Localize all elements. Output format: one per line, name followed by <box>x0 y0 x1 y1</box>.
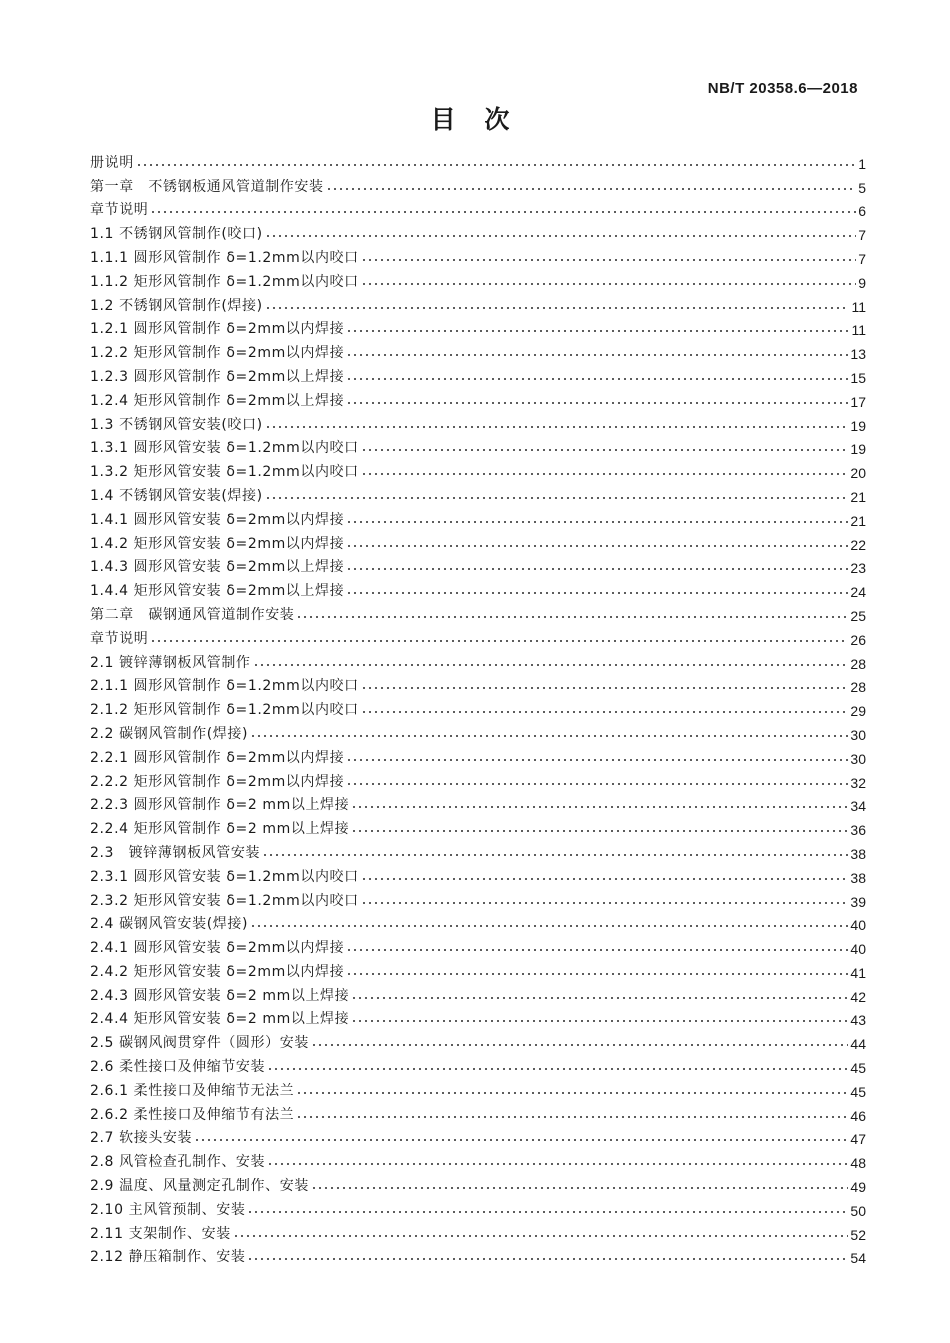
toc-entry[interactable] <box>90 362 866 386</box>
dot-leader <box>326 187 857 191</box>
dot-leader <box>346 401 848 405</box>
toc-entry-title: 2.6.2 柔性接口及伸缩节有法兰 <box>90 1106 295 1123</box>
dot-leader <box>346 758 848 762</box>
toc-entry[interactable] <box>90 814 866 838</box>
toc-entry[interactable] <box>90 196 866 220</box>
toc-page-number: 52 <box>850 1226 866 1243</box>
toc-entry[interactable] <box>90 743 866 767</box>
toc-page-number: 45 <box>850 1060 866 1077</box>
dot-leader <box>346 567 848 571</box>
toc-entry[interactable] <box>90 386 866 410</box>
dot-leader <box>265 496 849 500</box>
toc-entry[interactable] <box>90 1124 866 1148</box>
toc-page-number: 9 <box>858 274 866 291</box>
toc-page-number: 43 <box>850 1012 866 1029</box>
toc-page-number: 1 <box>858 155 866 172</box>
toc-entry[interactable] <box>90 957 866 981</box>
toc-entry-title: 第一章 不锈钢板通风管道制作安装 <box>90 178 324 195</box>
dot-leader <box>253 663 849 667</box>
toc-entry-title: 2.4 碳钢风管安装(焊接) <box>90 916 249 933</box>
toc-entry-title: 2.2.4 矩形风管制作 δ=2 mm以上焊接 <box>90 821 350 838</box>
dot-leader <box>351 1019 848 1023</box>
toc-entry[interactable] <box>90 1028 866 1052</box>
toc-page-number: 38 <box>850 845 866 862</box>
toc-page-number: 50 <box>850 1202 866 1219</box>
toc-entry[interactable] <box>90 910 866 934</box>
toc-page-number: 20 <box>850 465 866 482</box>
toc-entry[interactable] <box>90 434 866 458</box>
toc-entry[interactable] <box>90 267 866 291</box>
toc-page-number: 11 <box>851 298 866 315</box>
toc-entry-title: 1.3.2 矩形风管安装 δ=1.2mm以内咬口 <box>90 464 359 481</box>
toc-entry[interactable] <box>90 291 866 315</box>
toc-entry-title: 册说明 <box>90 154 134 171</box>
toc-entry-title: 2.12 静压箱制作、安装 <box>90 1249 246 1266</box>
dot-leader <box>346 329 849 333</box>
toc-entry[interactable] <box>90 457 866 481</box>
toc-entry-title: 1.4.3 圆形风管安装 δ=2mm以上焊接 <box>90 559 345 576</box>
toc-page-number: 49 <box>850 1179 866 1196</box>
toc-entry[interactable] <box>90 719 866 743</box>
toc-entry[interactable] <box>90 791 866 815</box>
toc-page-number: 24 <box>850 584 866 601</box>
toc-entry[interactable] <box>90 410 866 434</box>
toc-page-number: 5 <box>858 179 866 196</box>
dot-leader <box>361 282 856 286</box>
toc-entry[interactable] <box>90 219 866 243</box>
toc-entry-title: 1.4.1 圆形风管安装 δ=2mm以内焊接 <box>90 511 345 528</box>
toc-entry-title: 2.2.1 圆形风管制作 δ=2mm以内焊接 <box>90 749 345 766</box>
dot-leader <box>361 877 849 881</box>
dot-leader <box>265 425 849 429</box>
toc-page-number: 34 <box>850 798 866 815</box>
toc-page-number: 23 <box>850 560 866 577</box>
toc-page-number: 15 <box>850 369 866 386</box>
toc-entry-title: 2.9 温度、风量测定孔制作、安装 <box>90 1178 309 1195</box>
toc-entry-title: 1.1.1 圆形风管制作 δ=1.2mm以内咬口 <box>90 249 359 266</box>
dot-leader <box>250 734 848 738</box>
toc-entry-title: 1.2 不锈钢风管制作(焊接) <box>90 297 263 314</box>
dot-leader <box>351 829 848 833</box>
toc-entry-title: 2.4.2 矩形风管安装 δ=2mm以内焊接 <box>90 963 345 980</box>
dot-leader <box>351 805 848 809</box>
toc-entry-title: 2.4.1 圆形风管安装 δ=2mm以内焊接 <box>90 940 345 957</box>
toc-entry-title: 1.2.4 矩形风管制作 δ=2mm以上焊接 <box>90 392 345 409</box>
toc-entry-title: 1.4.2 矩形风管安装 δ=2mm以内焊接 <box>90 535 345 552</box>
toc-page-number: 45 <box>850 1083 866 1100</box>
toc-entry-title: 2.1.1 圆形风管制作 δ=1.2mm以内咬口 <box>90 678 359 695</box>
dot-leader <box>346 591 848 595</box>
toc-entry[interactable] <box>90 648 866 672</box>
toc-entry-title: 1.1.2 矩形风管制作 δ=1.2mm以内咬口 <box>90 273 359 290</box>
dot-leader <box>311 1043 849 1047</box>
toc-page-number: 46 <box>850 1107 866 1124</box>
dot-leader <box>346 377 848 381</box>
toc-entry[interactable] <box>90 529 866 553</box>
dot-leader <box>150 210 856 214</box>
toc-entry[interactable] <box>90 243 866 267</box>
dot-leader <box>194 1138 848 1142</box>
dot-leader <box>150 639 848 643</box>
dot-leader <box>296 1091 848 1095</box>
toc-entry-title: 2.11 支架制作、安装 <box>90 1225 231 1242</box>
toc-page-number: 6 <box>858 203 866 220</box>
dot-leader <box>361 901 849 905</box>
toc-entry[interactable] <box>90 481 866 505</box>
toc-entry[interactable] <box>90 862 866 886</box>
toc-entry[interactable] <box>90 672 866 696</box>
toc-entry-title: 2.3.1 圆形风管安装 δ=1.2mm以内咬口 <box>90 868 359 885</box>
dot-leader <box>346 544 848 548</box>
toc-entry[interactable] <box>90 576 866 600</box>
toc-entry[interactable] <box>90 695 866 719</box>
toc-page-number: 19 <box>850 441 866 458</box>
toc-entry-title: 2.8 风管检查孔制作、安装 <box>90 1154 266 1171</box>
toc-entry[interactable] <box>90 886 866 910</box>
standard-code: NB/T 20358.6—2018 <box>707 80 858 97</box>
toc-page-number: 7 <box>858 227 866 244</box>
dot-leader <box>250 924 848 928</box>
toc-entry[interactable] <box>90 1076 866 1100</box>
toc-entry-title: 2.7 软接头安装 <box>90 1130 193 1147</box>
dot-leader <box>346 520 848 524</box>
toc-entry-title: 2.3 镀锌薄钢板风管安装 <box>90 844 261 861</box>
dot-leader <box>361 686 849 690</box>
toc-page-number: 42 <box>850 988 866 1005</box>
toc-entry[interactable] <box>90 624 866 648</box>
toc-entry[interactable] <box>90 1219 866 1243</box>
dot-leader <box>265 306 850 310</box>
toc-entry[interactable] <box>90 553 866 577</box>
toc-page-number: 26 <box>850 631 866 648</box>
dot-leader <box>361 448 849 452</box>
toc-entry[interactable] <box>90 315 866 339</box>
toc-entry-title: 2.1.2 矩形风管制作 δ=1.2mm以内咬口 <box>90 702 359 719</box>
dot-leader <box>267 1067 848 1071</box>
toc-entry-title: 第二章 碳钢通风管道制作安装 <box>90 606 295 623</box>
toc-entry-title: 2.2.3 圆形风管制作 δ=2 mm以上焊接 <box>90 797 350 814</box>
toc-entry-title: 1.1 不锈钢风管制作(咬口) <box>90 226 263 243</box>
dot-leader <box>267 1162 848 1166</box>
toc-entry[interactable] <box>90 1147 866 1171</box>
toc-entry[interactable] <box>90 148 866 172</box>
page-title: 目 次 <box>430 105 520 134</box>
toc-entry[interactable] <box>90 172 866 196</box>
toc-page-number: 30 <box>850 750 866 767</box>
toc-page-number: 29 <box>850 703 866 720</box>
toc-page-number: 19 <box>850 417 866 434</box>
dot-leader <box>296 1115 848 1119</box>
toc-page-number: 40 <box>850 917 866 934</box>
dot-leader <box>361 258 856 262</box>
toc-entry-title: 1.3 不锈钢风管安装(咬口) <box>90 416 263 433</box>
toc-page-number: 28 <box>850 679 866 696</box>
toc-page-number: 13 <box>850 346 866 363</box>
dot-leader <box>346 972 848 976</box>
dot-leader <box>361 472 849 476</box>
toc-entry-title: 章节说明 <box>90 202 149 219</box>
toc-page-number: 40 <box>850 941 866 958</box>
toc-page-number: 54 <box>850 1250 866 1267</box>
toc-page-number: 21 <box>850 488 866 505</box>
toc-entry-title: 1.2.1 圆形风管制作 δ=2mm以内焊接 <box>90 321 345 338</box>
toc-page-number: 30 <box>850 726 866 743</box>
toc-page-number: 11 <box>851 322 866 339</box>
toc-page-number: 17 <box>850 393 866 410</box>
toc-entry[interactable] <box>90 1100 866 1124</box>
toc-entry-title: 1.4 不锈钢风管安装(焊接) <box>90 487 263 504</box>
toc-entry-title: 1.2.2 矩形风管制作 δ=2mm以内焊接 <box>90 345 345 362</box>
dot-leader <box>351 996 848 1000</box>
dot-leader <box>346 948 848 952</box>
toc-entry[interactable] <box>90 981 866 1005</box>
toc-entry[interactable] <box>90 1052 866 1076</box>
toc-entry[interactable] <box>90 933 866 957</box>
dot-leader <box>136 163 856 167</box>
toc-entry[interactable] <box>90 1243 866 1267</box>
toc-entry-title: 2.6.1 柔性接口及伸缩节无法兰 <box>90 1082 295 1099</box>
dot-leader <box>247 1210 848 1214</box>
toc-page-number: 21 <box>850 512 866 529</box>
toc-page-number: 32 <box>850 774 866 791</box>
toc-entry-title: 2.6 柔性接口及伸缩节安装 <box>90 1059 266 1076</box>
toc-entry-title: 章节说明 <box>90 630 149 647</box>
toc-entry-title: 1.2.3 圆形风管制作 δ=2mm以上焊接 <box>90 368 345 385</box>
toc-entry-title: 1.3.1 圆形风管安装 δ=1.2mm以内咬口 <box>90 440 359 457</box>
toc-entry[interactable] <box>90 838 866 862</box>
dot-leader <box>311 1186 849 1190</box>
toc-entry-title: 1.4.4 矩形风管安装 δ=2mm以上焊接 <box>90 583 345 600</box>
dot-leader <box>262 853 848 857</box>
toc-entry[interactable] <box>90 1005 866 1029</box>
toc-entry[interactable] <box>90 767 866 791</box>
toc-entry[interactable] <box>90 338 866 362</box>
toc-page-number: 25 <box>850 607 866 624</box>
toc-entry-title: 2.2.2 矩形风管制作 δ=2mm以内焊接 <box>90 773 345 790</box>
dot-leader <box>361 710 849 714</box>
toc-page-number: 28 <box>850 655 866 672</box>
toc-page-number: 41 <box>850 964 866 981</box>
toc-entry[interactable] <box>90 600 866 624</box>
toc-entry[interactable] <box>90 505 866 529</box>
toc-page-number: 48 <box>850 1155 866 1172</box>
toc-entry[interactable] <box>90 1195 866 1219</box>
toc-page-number: 44 <box>850 1036 866 1053</box>
dot-leader <box>233 1234 849 1238</box>
toc-page-number: 36 <box>850 822 866 839</box>
toc-entry-title: 2.4.4 矩形风管安装 δ=2 mm以上焊接 <box>90 1011 350 1028</box>
toc-entry-title: 2.10 主风管预制、安装 <box>90 1201 246 1218</box>
toc-entry-title: 2.1 镀锌薄钢板风管制作 <box>90 654 251 671</box>
toc-page-number: 38 <box>850 869 866 886</box>
dot-leader <box>346 782 848 786</box>
dot-leader <box>265 234 857 238</box>
toc-entry-title: 2.3.2 矩形风管安装 δ=1.2mm以内咬口 <box>90 892 359 909</box>
toc-page-number: 47 <box>850 1131 866 1148</box>
toc-entry-title: 2.5 碳钢风阀贯穿件（圆形）安装 <box>90 1035 309 1052</box>
toc-entry[interactable] <box>90 1171 866 1195</box>
toc-entry-title: 2.4.3 圆形风管安装 δ=2 mm以上焊接 <box>90 987 350 1004</box>
dot-leader <box>247 1257 848 1261</box>
dot-leader <box>346 353 848 357</box>
dot-leader <box>296 615 848 619</box>
toc-page-number: 22 <box>850 536 866 553</box>
toc-page-number: 39 <box>850 893 866 910</box>
toc-entry-title: 2.2 碳钢风管制作(焊接) <box>90 725 249 742</box>
toc-page-number: 7 <box>858 250 866 267</box>
table-of-contents <box>90 148 866 1266</box>
